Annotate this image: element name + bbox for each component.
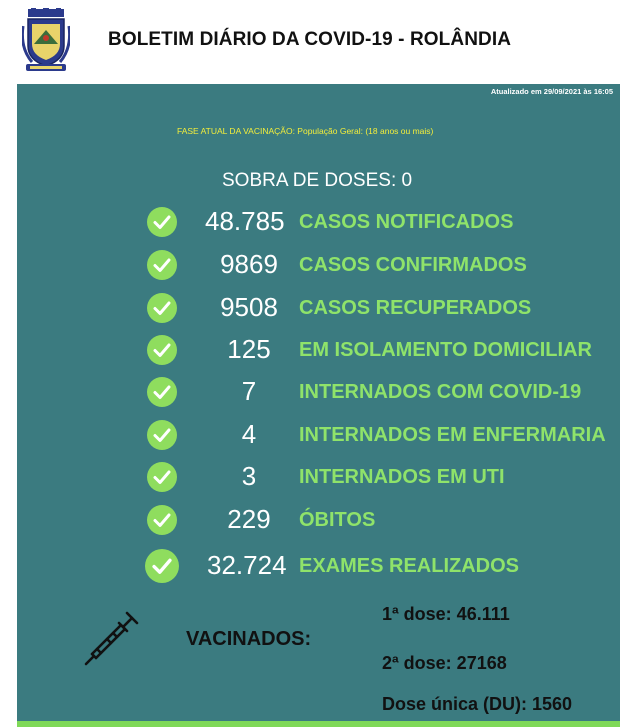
first-dose: 1ª dose: 46.111 — [382, 604, 510, 624]
stat-value: 9869 — [220, 249, 278, 279]
header — [0, 0, 633, 84]
stat-value: 9508 — [220, 292, 278, 322]
stat-row-exams — [17, 546, 620, 586]
second-dose: 2ª dose: 27168 — [382, 653, 507, 673]
stat-row-ward — [17, 415, 620, 455]
stat-row-notified — [17, 202, 620, 242]
stat-label: INTERNADOS EM UTI — [299, 466, 505, 488]
stat-row-home-isolation — [17, 330, 620, 370]
stat-value: 4 — [241, 419, 257, 449]
stat-value: 125 — [227, 334, 271, 364]
bulletin-panel — [17, 84, 620, 727]
stat-row-deaths — [17, 500, 620, 540]
stat-value: 32.724 — [207, 550, 287, 580]
stat-value: 3 — [241, 461, 257, 491]
check-circle-icon — [147, 207, 177, 237]
single-dose: Dose única (DU): 1560 — [382, 694, 573, 714]
footer-bar — [17, 721, 620, 727]
updated-timestamp: Atualizado em 29/09/2021 às 16:05 — [490, 87, 613, 96]
leftover-doses: SOBRA DE DOSES: 0 — [222, 170, 413, 191]
stat-row-icu — [17, 457, 620, 497]
page-title: BOLETIM DIÁRIO DA COVID-19 - ROLÂNDIA — [108, 29, 512, 50]
stat-label: CASOS CONFIRMADOS — [299, 254, 527, 276]
vaccination-phase: FASE ATUAL DA VACINAÇÃO: População Geral: (18 anos ou mais) — [177, 126, 434, 136]
vaccinated-title: VACINADOS: — [186, 628, 312, 650]
stat-label: INTERNADOS EM ENFERMARIA — [299, 424, 606, 446]
stat-label: EXAMES REALIZADOS — [299, 555, 520, 577]
stat-value: 48.785 — [205, 206, 285, 236]
stat-value: 7 — [241, 376, 257, 406]
stat-label: INTERNADOS COM COVID-19 — [299, 381, 582, 403]
check-circle-icon — [145, 549, 179, 583]
stat-label: ÓBITOS — [299, 509, 376, 531]
stat-label: CASOS RECUPERADOS — [299, 297, 532, 319]
stat-row-recovered — [17, 288, 620, 328]
syringe-icon — [83, 611, 139, 667]
stat-value: 229 — [227, 504, 271, 534]
stat-row-hospitalized — [17, 372, 620, 412]
stat-label: EM ISOLAMENTO DOMICILIAR — [299, 339, 592, 361]
city-crest-icon — [22, 8, 70, 74]
stat-row-confirmed — [17, 245, 620, 285]
stat-label: CASOS NOTIFICADOS — [299, 211, 514, 233]
